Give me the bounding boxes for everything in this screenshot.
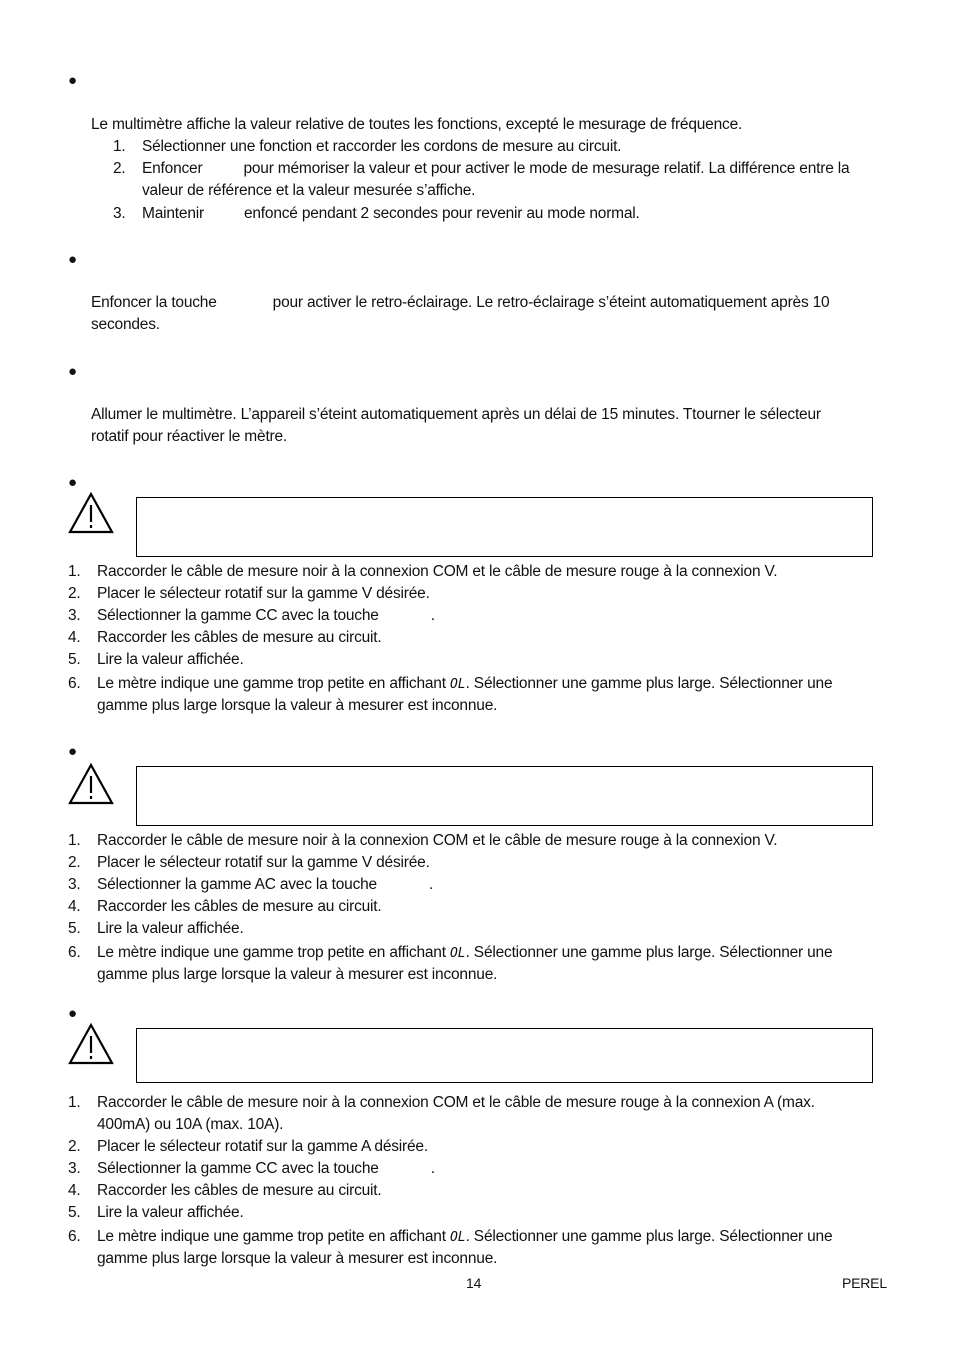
warning-icon [68, 762, 114, 806]
item-text: . Sélectionner une gamme plus large. Sélectionner une [465, 1228, 833, 1245]
list-item [68, 1226, 898, 1270]
item-text: enfoncé pendant 2 secondes pour revenir au mode normal. [243, 205, 640, 222]
item-text: Sélectionner la gamme AC avec la touche [97, 876, 377, 893]
item-text: gamme plus large lorsque la valeur à mesurer est inconnue. [97, 697, 498, 714]
item-text: Maintenir [142, 205, 204, 222]
list-item [68, 649, 898, 671]
warning-icon [68, 491, 114, 535]
item-text: Sélectionner la gamme CC avec la touche [97, 607, 379, 624]
item-text: Raccorder le câble de mesure noir à la connexion COM et le câble de mesure rouge à la connexion V. [97, 563, 778, 580]
backlight-paragraph [91, 292, 891, 336]
item-number: 3. [68, 607, 81, 624]
footer-brand: PEREL [842, 1275, 887, 1291]
item-text: Le mètre indique une gamme trop petite en affichant [97, 944, 446, 961]
item-text: Placer le sélecteur rotatif sur la gamme V désirée. [97, 585, 430, 602]
item-text: . [430, 1160, 435, 1177]
item-text: . [428, 876, 434, 893]
item-text: Raccorder le câble de mesure noir à la connexion COM et le câble de mesure rouge à la connexion A (max. [97, 1094, 815, 1111]
list-item [68, 942, 898, 986]
item-text: Raccorder les câbles de mesure au circuit. [97, 1182, 382, 1199]
list-item [68, 605, 898, 627]
item-text: Le mètre indique une gamme trop petite en affichant [97, 1228, 446, 1245]
list-item [68, 874, 898, 896]
list-item [68, 918, 898, 940]
list-item [68, 673, 898, 717]
item-number: 6. [68, 944, 81, 961]
item-number: 2. [68, 854, 81, 871]
list-item [68, 1136, 898, 1158]
list-item [68, 1202, 898, 1224]
backlight-text: Enfoncer la touche [91, 294, 217, 311]
section-bullet: ● [68, 1005, 77, 1022]
list-item [68, 583, 898, 605]
item-number: 6. [68, 1228, 81, 1245]
warning-box [136, 766, 873, 826]
item-number: 3. [113, 205, 126, 222]
list-item [113, 136, 893, 158]
section-bullet: ● [68, 251, 77, 268]
item-text: Lire la valeur affichée. [97, 651, 244, 668]
item-text: valeur de référence et la valeur mesurée s’affiche. [142, 182, 476, 199]
item-number: 5. [68, 920, 81, 937]
relative-intro: Le multimètre affiche la valeur relative de toutes les fonctions, excepté le mesurage de fréquence. [91, 116, 743, 133]
warning-box [136, 1028, 873, 1083]
item-text: gamme plus large lorsque la valeur à mesurer est inconnue. [97, 1250, 498, 1267]
section-bullet: ● [68, 743, 77, 760]
autooff-text: rotatif pour réactiver le mètre. [91, 428, 288, 445]
item-number: 5. [68, 1204, 81, 1221]
section-bullet: ● [68, 363, 77, 380]
list-item [113, 158, 893, 202]
item-text: 400mA) ou 10A (max. 10A). [97, 1116, 284, 1133]
item-text: Enfoncer [142, 160, 203, 177]
warning-icon [68, 1022, 114, 1066]
item-text: Raccorder les câbles de mesure au circuit. [97, 898, 382, 915]
item-number: 3. [68, 876, 81, 893]
section-bullet: ● [68, 72, 77, 89]
item-text: Sélectionner la gamme CC avec la touche [97, 1160, 379, 1177]
item-number: 2. [68, 1138, 81, 1155]
list-item [113, 203, 893, 225]
item-text: . Sélectionner une gamme plus large. Sélectionner une [465, 675, 833, 692]
list-item [68, 1158, 898, 1180]
item-number: 3. [68, 1160, 81, 1177]
list-item [68, 852, 898, 874]
item-text: Sélectionner une fonction et raccorder les cordons de mesure au circuit. [142, 138, 622, 155]
item-text: Lire la valeur affichée. [97, 1204, 244, 1221]
item-text: . [430, 607, 435, 624]
autooff-paragraph [91, 404, 891, 448]
list-item [68, 830, 898, 852]
item-number: 4. [68, 898, 81, 915]
list-item [68, 561, 898, 583]
section-bullet: ● [68, 474, 77, 491]
item-number: 4. [68, 1182, 81, 1199]
list-item [68, 1180, 898, 1202]
item-text: . Sélectionner une gamme plus large. Sélectionner une [465, 944, 833, 961]
item-number: 1. [113, 138, 126, 155]
item-text: Raccorder le câble de mesure noir à la connexion COM et le câble de mesure rouge à la connexion V. [97, 832, 778, 849]
backlight-text: secondes. [91, 316, 160, 333]
list-item [68, 1092, 898, 1136]
item-text: Raccorder les câbles de mesure au circuit. [97, 629, 382, 646]
list-item [68, 896, 898, 918]
item-number: 1. [68, 563, 81, 580]
list-item [68, 627, 898, 649]
autooff-text: Allumer le multimètre. L’appareil s’éteint automatiquement après un délai de 15 minutes. Ttourner le sélecteur [91, 406, 821, 423]
item-text: gamme plus large lorsque la valeur à mesurer est inconnue. [97, 966, 498, 983]
item-number: 2. [113, 160, 126, 177]
item-text: Placer le sélecteur rotatif sur la gamme A désirée. [97, 1138, 428, 1155]
item-number: 2. [68, 585, 81, 602]
item-text: Le mètre indique une gamme trop petite en affichant [97, 675, 446, 692]
backlight-text: pour activer le retro-éclairage. Le retro-éclairage s’éteint automatiquement après 10 [272, 294, 830, 311]
item-text: pour mémoriser la valeur et pour activer le mode de mesurage relatif. La différence entre la [243, 160, 850, 177]
item-number: 1. [68, 832, 81, 849]
overload-indicator: OL [449, 946, 466, 961]
warning-box [136, 497, 873, 557]
item-number: 6. [68, 675, 81, 692]
overload-indicator: OL [449, 1230, 466, 1245]
item-text: Lire la valeur affichée. [97, 920, 244, 937]
page-number: 14 [466, 1275, 482, 1291]
item-number: 5. [68, 651, 81, 668]
item-number: 1. [68, 1094, 81, 1111]
item-number: 4. [68, 629, 81, 646]
item-text: Placer le sélecteur rotatif sur la gamme V désirée. [97, 854, 430, 871]
overload-indicator: OL [449, 677, 466, 692]
